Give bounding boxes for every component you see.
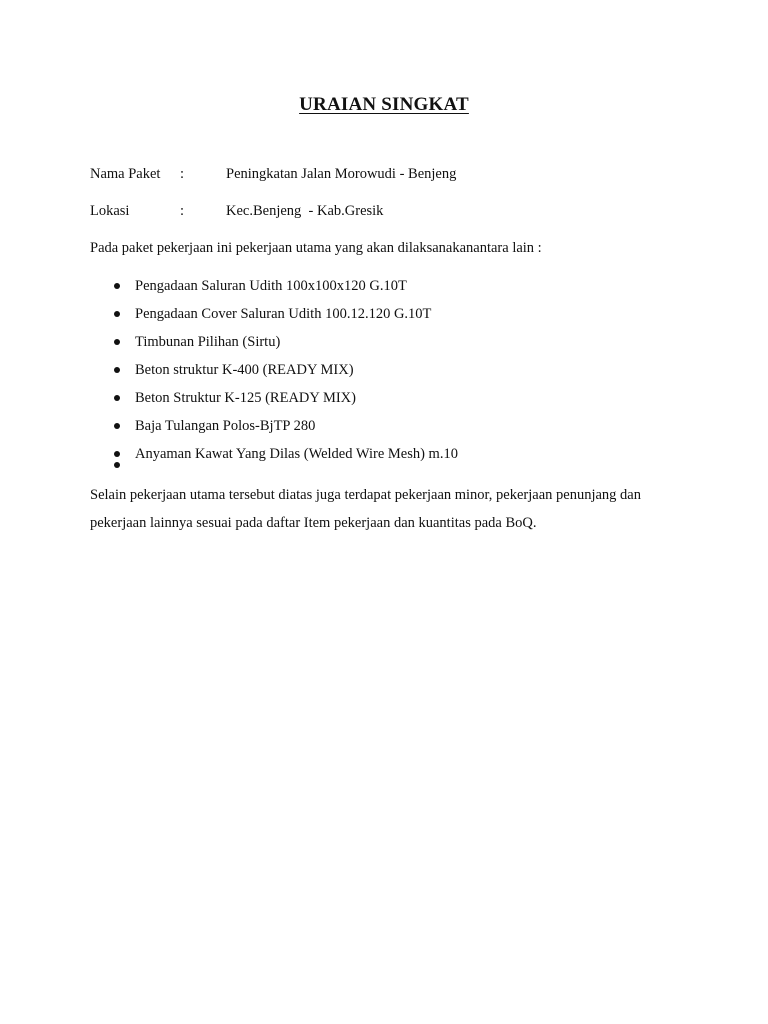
list-item-text: Baja Tulangan Polos-BjTP 280 xyxy=(135,418,316,434)
field-label: Lokasi xyxy=(90,203,130,219)
list-item-text: Timbunan Pilihan (Sirtu) xyxy=(135,334,281,350)
field-value: Kec.Benjeng - Kab.Gresik xyxy=(226,203,384,219)
bullet-icon xyxy=(114,451,120,457)
list-item xyxy=(90,304,458,332)
list-item-text: Anyaman Kawat Yang Dilas (Welded Wire Mesh) m.10 xyxy=(135,446,458,462)
list-item xyxy=(90,416,458,444)
list-item-text: Pengadaan Cover Saluran Udith 100.12.120 G.10T xyxy=(135,306,432,322)
field-value: Peningkatan Jalan Morowudi - Benjeng xyxy=(226,166,457,182)
bullet-icon xyxy=(114,283,120,289)
bullet-icon xyxy=(114,423,120,429)
list-item-text: Beton Struktur K-125 (READY MIX) xyxy=(135,390,356,406)
list-item-text: Beton struktur K-400 (READY MIX) xyxy=(135,362,354,378)
list-item xyxy=(90,444,458,472)
bullet-icon xyxy=(114,311,120,317)
empty-bullet-icon xyxy=(114,462,120,468)
list-item xyxy=(90,332,458,360)
list-item xyxy=(90,276,458,304)
closing-paragraph: Selain pekerjaan utama tersebut diatas juga terdapat pekerjaan minor, pekerjaan penunjang dan pekerjaan lainnya sesuai pada daftar Item pekerjaan dan kuantitas pada BoQ. xyxy=(90,487,641,531)
list-item-text: Pengadaan Saluran Udith 100x100x120 G.10T xyxy=(135,278,407,294)
bullet-icon xyxy=(114,339,120,345)
field-colon: : xyxy=(180,203,185,219)
field-colon: : xyxy=(180,166,185,182)
list-item xyxy=(90,360,458,388)
bullet-icon xyxy=(114,367,120,373)
list-item xyxy=(90,388,458,416)
work-items-list xyxy=(90,276,458,472)
intro-paragraph: Pada paket pekerjaan ini pekerjaan utama yang akan dilaksanakanantara lain : xyxy=(90,240,542,256)
bullet-icon xyxy=(114,395,120,401)
field-label: Nama Paket xyxy=(90,166,161,182)
document-title: URAIAN SINGKAT xyxy=(299,94,469,115)
